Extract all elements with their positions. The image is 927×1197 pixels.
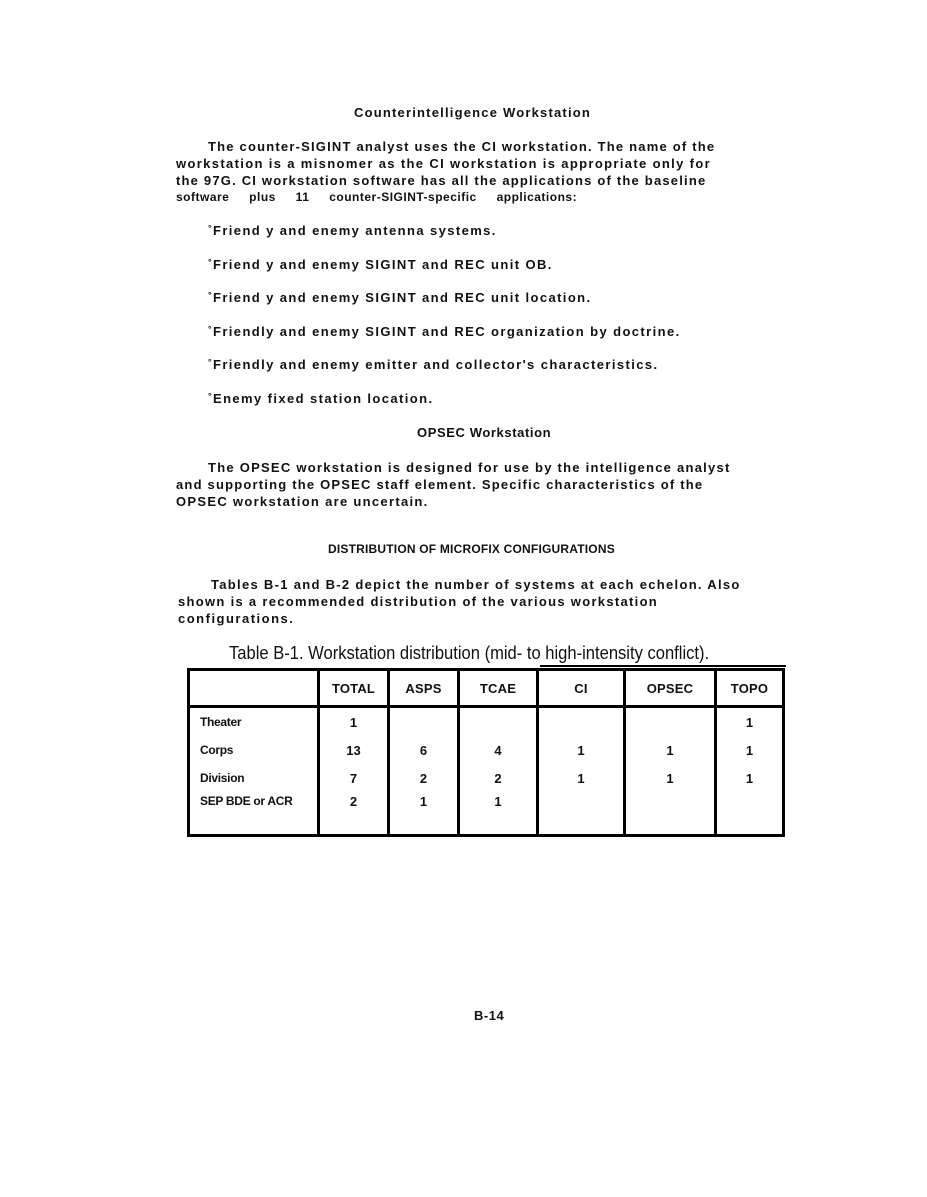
column-header: OPSEC (625, 670, 716, 707)
distribution-table (187, 668, 785, 837)
table-row (189, 736, 784, 764)
bullet-item (208, 223, 497, 238)
table-cell: 1 (389, 792, 459, 836)
table-cell: 1 (716, 764, 784, 792)
bullet-item (208, 257, 553, 272)
bullet-text: Friendly and enemy SIGINT and REC organization by doctrine. (213, 324, 681, 339)
table-header-row (189, 670, 784, 707)
table-cell (625, 707, 716, 737)
table-cell: 1 (319, 707, 389, 737)
ci-paragraph (176, 138, 715, 206)
table-cell: 2 (319, 792, 389, 836)
ci-paragraph-line-2: workstation is a misnomer as the CI workstation is appropriate only for (176, 156, 712, 171)
table-row (189, 792, 784, 836)
table-cell: 7 (319, 764, 389, 792)
table-cell: 1 (538, 736, 625, 764)
table-cell (538, 792, 625, 836)
column-header: CI (538, 670, 625, 707)
table-cell (538, 707, 625, 737)
bullet-text: Friend y and enemy SIGINT and REC unit location. (213, 290, 592, 305)
table-cell: 1 (459, 792, 538, 836)
caption-rule (540, 665, 786, 667)
column-header (189, 670, 319, 707)
page-number: B-14 (474, 1008, 505, 1023)
table-cell: 1 (716, 707, 784, 737)
table-cell: 2 (459, 764, 538, 792)
column-header: TCAE (459, 670, 538, 707)
opsec-heading: OPSEC Workstation (417, 425, 552, 440)
ci-paragraph-line-1: The counter-SIGINT analyst uses the CI workstation. The name of the (208, 139, 716, 154)
bullet-mark: ° (208, 257, 213, 267)
table-row (189, 707, 784, 737)
table-row (189, 764, 784, 792)
ci-paragraph-line-4: software plus 11 counter-SIGINT-specific applications: (176, 190, 578, 204)
column-header: TOPO (716, 670, 784, 707)
table-cell: 4 (459, 736, 538, 764)
distribution-paragraph-line-1: Tables B-1 and B-2 depict the number of systems at each echelon. Also (211, 577, 741, 592)
distribution-paragraph-line-3: configurations. (178, 611, 295, 626)
table-cell: 1 (538, 764, 625, 792)
row-label: Division (189, 764, 319, 792)
bullet-text: Friend y and enemy antenna systems. (213, 223, 497, 238)
distribution-paragraph-line-2: shown is a recommended distribution of the various workstation (178, 594, 659, 609)
distribution-heading: DISTRIBUTION OF MICROFIX CONFIGURATIONS (328, 542, 615, 556)
table-cell: 1 (625, 736, 716, 764)
bullet-item (208, 290, 592, 305)
opsec-paragraph-line-3: OPSEC workstation are uncertain. (176, 494, 429, 509)
column-header: TOTAL (319, 670, 389, 707)
ci-heading: Counterintelligence Workstation (354, 105, 592, 120)
table-cell: 13 (319, 736, 389, 764)
bullet-mark: ° (208, 357, 213, 367)
opsec-paragraph-line-2: and supporting the OPSEC staff element. Specific characteristics of the (176, 477, 704, 492)
bullet-text: Enemy fixed station location. (213, 391, 434, 406)
bullet-mark: ° (208, 290, 213, 300)
bullet-text: Friendly and enemy emitter and collector's characteristics. (213, 357, 659, 372)
bullet-mark: ° (208, 223, 213, 233)
table-cell: 1 (625, 764, 716, 792)
ci-paragraph-line-3: the 97G. CI workstation software has all the applications of the baseline (176, 173, 707, 188)
bullet-mark: ° (208, 324, 213, 334)
column-header: ASPS (389, 670, 459, 707)
table-cell: 1 (716, 736, 784, 764)
bullet-item (208, 324, 681, 339)
opsec-paragraph-line-1: The OPSEC workstation is designed for use by the intelligence analyst (208, 460, 731, 475)
table-cell: 6 (389, 736, 459, 764)
opsec-paragraph (176, 459, 731, 510)
table-cell (459, 707, 538, 737)
row-label: Corps (189, 736, 319, 764)
distribution-paragraph (178, 576, 741, 627)
row-label: SEP BDE or ACR (189, 792, 319, 836)
table-cell (716, 792, 784, 836)
bullet-item (208, 391, 433, 406)
bullet-mark: ° (208, 391, 213, 401)
table-caption: Table B-1. Workstation distribution (mid- to high-intensity conflict). (229, 643, 710, 663)
table-cell: 2 (389, 764, 459, 792)
table-cell (625, 792, 716, 836)
bullet-item (208, 357, 659, 372)
row-label: Theater (189, 707, 319, 737)
bullet-text: Friend y and enemy SIGINT and REC unit OB. (213, 257, 553, 272)
table-cell (389, 707, 459, 737)
